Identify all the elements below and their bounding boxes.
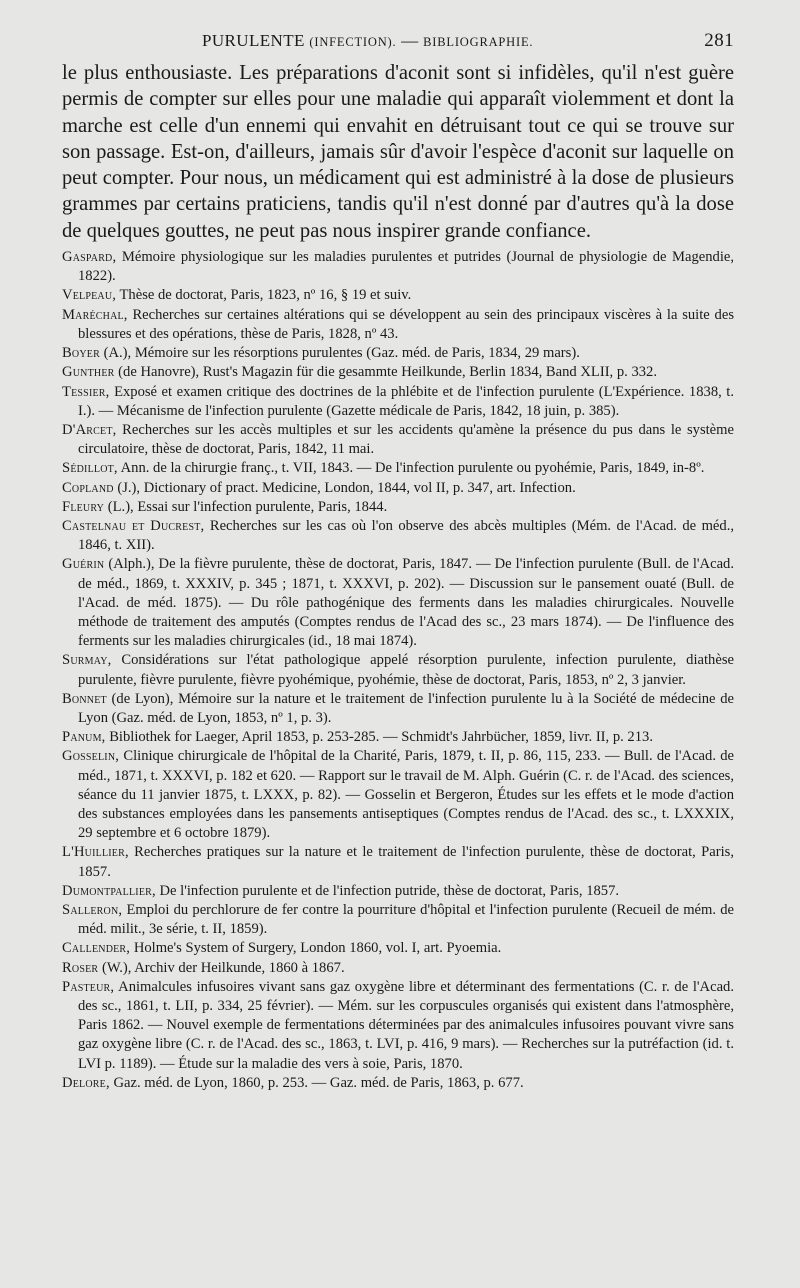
- bib-author: Pasteur,: [62, 978, 115, 995]
- bib-text: Exposé et examen critique des doctrines de la phlébite et de l'infection purulente (L'Expérience. 1838, t. I.). — Mécanisme de l'infection purulente (Gazette médicale de Paris, 1842, 18 juin, p. 385).: [78, 383, 735, 419]
- bib-author: Fleury: [62, 498, 105, 515]
- bib-entry-bonnet: [62, 690, 734, 728]
- bib-entry-lhuillier: [62, 843, 734, 881]
- bib-text: (L.), Essai sur l'infection purulente, Paris, 1844.: [107, 498, 388, 515]
- bib-author: Copland: [62, 479, 114, 496]
- running-title-main: PURULENTE: [202, 31, 305, 50]
- bib-entry-gosselin: [62, 747, 734, 843]
- bib-text: Recherches pratiques sur la nature et le traitement de l'infection purulente, thèse de doctorat, Paris, 1857.: [78, 844, 734, 880]
- bib-entry-gaspard: [62, 248, 734, 286]
- bib-author: Gosselin,: [62, 748, 120, 765]
- bibliography: [62, 248, 734, 1093]
- bib-entry-surmay: [62, 651, 734, 689]
- bib-entry-castelnau: [62, 517, 734, 555]
- bib-text: Animalcules infusoires vivant sans gaz oxygène libre et déterminant des fermentations (C. r. de l'Acad. des sc., 1861, t. LII, p. 334, 25 février). — Mém. sur les corpuscules organisés qui existent dans l'atmosphère, Paris 1862. — Nouvel exemple de fermentations déterminées par des animalcules infusoires pouvant vivre sans gaz oxygène libre (C. r. de l'Acad. des sc., 1863, t. LVI, p. 416, 9 mars). — Recherches sur la putréfaction (id. t. LVI p. 1189). — Étude sur la maladie des vers à soie, Paris, 1870.: [78, 978, 734, 1072]
- page-number: 281: [704, 30, 734, 51]
- bib-text: Clinique chirurgicale de l'hôpital de la Charité, Paris, 1879, t. II, p. 86, 115, 233. — Bull. de l'Acad. de méd., 1871, t. XXXVI, p. 182 et 620. — Rapport sur le travail de M. Alph. Guérin (C. r. de l'Acad. des sciences, séance du 11 janvier 1875, t. LXXX, p. 82). — Gosselin et Bergeron, Études sur les effets et le mode d'action des substances employées dans les pansements antiseptiques (Comptes rendus de l'Acad. des sc., t. LXXXIX, 29 septembre et 6 octobre 1879).: [78, 748, 734, 842]
- bib-entry-roser: [62, 959, 734, 978]
- running-head: [62, 30, 734, 60]
- bib-entry-tessier: [62, 383, 734, 421]
- bib-entry-boyer: [62, 344, 734, 363]
- bib-text: (de Hanovre), Rust's Magazin für die gesammte Heilkunde, Berlin 1834, Band XLII, p. 332.: [118, 364, 657, 381]
- bib-author: Boyer: [62, 345, 100, 362]
- bib-author: Maréchal,: [62, 306, 128, 323]
- running-title: [202, 31, 533, 51]
- bib-text: Recherches sur les accès multiples et sur les accidents qu'amène la présence du pus dans le système circulatoire, thèse de doctorat, Paris, 1842, 11 mai.: [78, 421, 734, 458]
- bib-entry-darcet: [62, 421, 734, 459]
- bib-entry-pasteur: [62, 978, 734, 1074]
- bib-author: L'Huillier,: [62, 844, 129, 861]
- bib-entry-panum: [62, 728, 734, 747]
- bib-author: D'Arcet,: [62, 421, 117, 438]
- bib-entry-sedillot: [62, 459, 734, 478]
- bib-author: Gaspard,: [62, 249, 117, 266]
- bib-text: (de Lyon), Mémoire sur la nature et le traitement de l'infection purulente lu à la Société de médecine de Lyon (Gaz. méd. de Lyon, 1853, nº 1, p. 3).: [78, 690, 734, 726]
- bib-text: Recherches sur certaines altérations qui se développent au sein des principaux viscères à la suite des blessures et des opérations, thèse de Paris, 1828, nº 43.: [78, 306, 734, 342]
- bib-author: Salleron,: [62, 901, 123, 918]
- bib-author: Velpeau,: [62, 287, 117, 304]
- bib-author: Dumontpallier,: [62, 882, 156, 899]
- bib-author: Bonnet: [62, 690, 107, 707]
- bib-author: Gunther: [62, 364, 115, 381]
- body-paragraph: le plus enthousiaste. Les préparations d'aconit sont si infidèles, qu'il n'est guère permis de compter sur elles pour une maladie qui apparaît violemment et dont la marche est celle d'un ennemi qui envahit en détruisant tout ce qui se trouve sur son passage. Est-on, d'ailleurs, jamais sûr d'avoir l'espèce d'aconit sur laquelle on peut compter. Pour nous, un médicament qui est administré à la dose de plusieurs grammes par certains praticiens, tandis qu'il n'est donné par d'autres qu'à la dose de quelques gouttes, ne peut pas nous inspirer grande confiance.: [62, 62, 734, 242]
- bib-text: Ann. de la chirurgie franç., t. VII, 1843. — De l'infection purulente ou pyohémie, Paris, 1849, in-8º.: [120, 460, 705, 477]
- bib-entry-callender: [62, 939, 734, 958]
- bib-entry-salleron: [62, 901, 734, 939]
- bib-text: Mémoire physiologique sur les maladies purulentes et putrides (Journal de physiologie de Magendie, 1822).: [78, 249, 735, 285]
- bib-author: Panum,: [62, 729, 106, 746]
- bib-text: Emploi du perchlorure de fer contre la pourriture d'hôpital et l'infection purulente (Recueil de mém. de méd. milit., 3e série, t. II, 1859).: [78, 901, 734, 938]
- bib-entry-gunther: [62, 363, 734, 382]
- bib-author: Sédillot,: [62, 460, 118, 477]
- bib-text: Recherches sur les cas où l'on observe des abcès multiples (Mém. de l'Acad. de méd., 1846, t. XII).: [78, 517, 735, 554]
- bib-text: Bibliothek for Laeger, April 1853, p. 253-285. — Schmidt's Jahrbücher, 1859, livr. II, p. 213.: [109, 729, 653, 746]
- bib-entry-delore: [62, 1074, 734, 1093]
- bib-text: (W.), Archiv der Heilkunde, 1860 à 1867.: [101, 959, 345, 976]
- bib-author: Castelnau et Ducrest,: [62, 517, 205, 534]
- bib-text: (A.), Mémoire sur les résorptions purulentes (Gaz. méd. de Paris, 1834, 29 mars).: [103, 345, 580, 362]
- bib-author: Guérin: [62, 556, 105, 573]
- bib-entry-copland: [62, 479, 734, 498]
- bib-text: (Alph.), De la fièvre purulente, thèse de doctorat, Paris, 1847. — De l'infection purulente (Bull. de l'Acad. de méd., 1869, t. XXXIV, p. 345 ; 1871, t. XXXVI, p. 202). — Discussion sur le pansement ouaté (Bull. de l'Acad. de méd. 1875). — Du rôle pathogénique des ferments dans les maladies chirurgicales. Nouvelle méthode de traitement des amputés (Comptes rendus de l'Acad des sc., 23 mars 1874). — De l'influence des ferments sur les maladies chirurgicales (id., 18 mai 1874).: [78, 556, 734, 650]
- bib-author: Surmay,: [62, 652, 112, 669]
- running-title-section: BIBLIOGRAPHIE.: [423, 35, 534, 49]
- bib-author: Delore,: [62, 1074, 110, 1091]
- bib-entry-marechal: [62, 306, 734, 344]
- bib-text: Considérations sur l'état pathologique appelé résorption purulente, infection purulente, diathèse purulente, fièvre purulente, fièvre pyohémique, pyohémie, thèse de doctorat, Paris, 1853, nº 2, 3 janvier.: [78, 652, 734, 688]
- bib-text: Thèse de doctorat, Paris, 1823, nº 16, § 19 et suiv.: [119, 287, 412, 304]
- bib-entry-velpeau: [62, 286, 734, 305]
- bib-author: Callender,: [62, 940, 131, 957]
- bib-author: Roser: [62, 959, 99, 976]
- bib-entry-fleury: [62, 498, 734, 517]
- bib-author: Tessier,: [62, 383, 110, 400]
- bib-entry-dumontpallier: [62, 882, 734, 901]
- bib-text: Holme's System of Surgery, London 1860, vol. I, art. Pyoemia.: [133, 940, 502, 957]
- bib-text: Gaz. méd. de Lyon, 1860, p. 253. — Gaz. méd. de Paris, 1863, p. 677.: [113, 1074, 524, 1091]
- bib-text: (J.), Dictionary of pract. Medicine, London, 1844, vol II, p. 347, art. Infection.: [117, 479, 576, 496]
- bib-entry-guerin: [62, 555, 734, 651]
- bib-text: De l'infection purulente et de l'infection putride, thèse de doctorat, Paris, 1857.: [159, 882, 620, 899]
- running-title-separator: —: [401, 31, 419, 50]
- running-title-paren: (INFECTION).: [309, 35, 397, 49]
